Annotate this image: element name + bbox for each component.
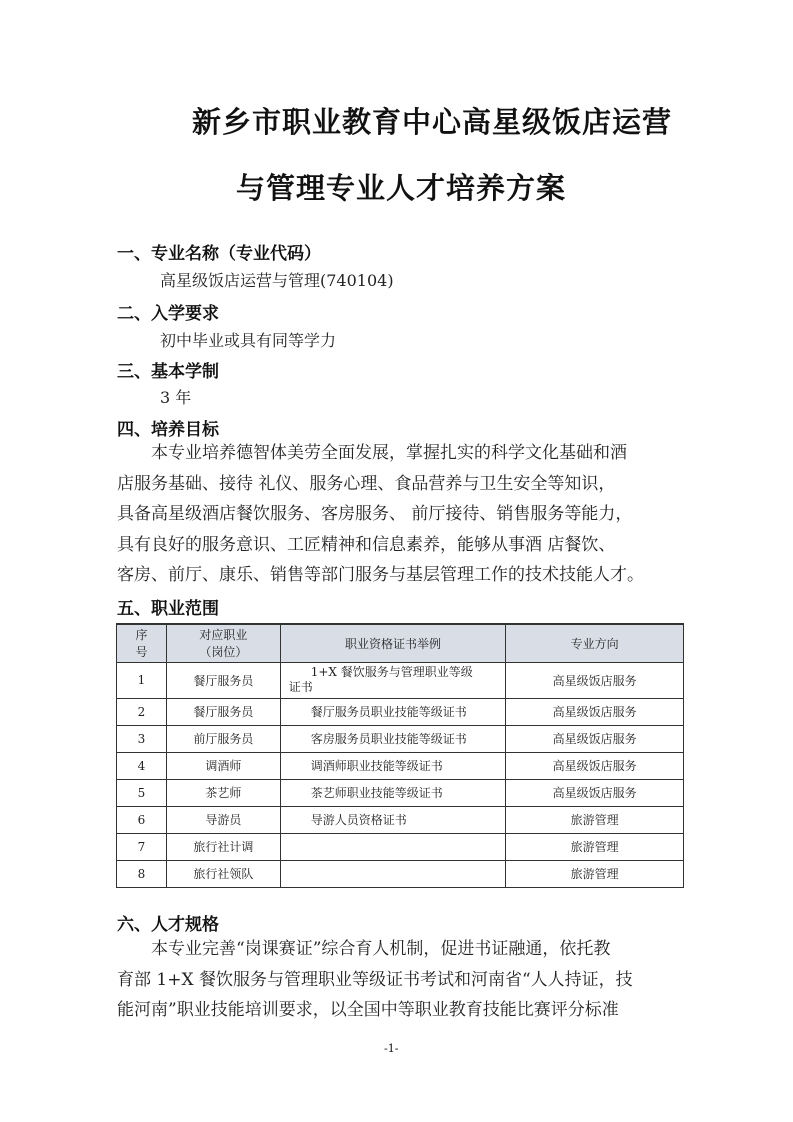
objectives-line: 店服务基础、接待 礼仪、服务心理、食品营养与卫生安全等知识，	[117, 473, 616, 494]
header-direction: 专业方向	[506, 624, 684, 662]
cell-direction: 旅游管理	[506, 833, 684, 860]
cell-cert: 调酒师职业技能等级证书	[280, 752, 506, 779]
section-heading-major-name: 一、专业名称（专业代码）	[117, 244, 321, 264]
cell-direction: 高星级饭店服务	[506, 779, 684, 806]
cell-post: 茶艺师	[166, 779, 280, 806]
section-heading-objectives: 四、培养目标	[117, 420, 219, 440]
cell-cert: 导游人员资格证书	[280, 806, 506, 833]
cell-cert: 客房服务员职业技能等级证书	[280, 725, 506, 752]
cell-cert: 1+X 餐饮服务与管理职业等级 证书	[280, 662, 506, 698]
cell-cert	[280, 860, 506, 887]
document-title-line-1: 新乡市职业教育中心高星级饭店运营	[192, 105, 673, 139]
table-row	[117, 752, 684, 779]
objectives-line: 具备高星级酒店餐饮服务、客房服务、 前厅接待、销售服务等能力，	[117, 504, 633, 525]
document-title-line-2: 与管理专业人才培养方案	[236, 171, 567, 205]
objectives-line: 客房、前厅、康乐、销售等部门服务与基层管理工作的技术技能人才。	[117, 565, 644, 586]
cell-cert: 茶艺师职业技能等级证书	[280, 779, 506, 806]
cell-post: 餐厅服务员	[166, 662, 280, 698]
objectives-line: 具有良好的服务意识、工匠精神和信息素养，能够从事酒 店餐饮、	[117, 534, 616, 555]
section-heading-admission: 二、入学要求	[117, 304, 219, 324]
cell-no: 3	[117, 725, 167, 752]
table-row	[117, 779, 684, 806]
table-row	[117, 860, 684, 887]
cell-direction: 高星级饭店服务	[506, 725, 684, 752]
cell-post: 调酒师	[166, 752, 280, 779]
cell-no: 1	[117, 662, 167, 698]
cell-post: 导游员	[166, 806, 280, 833]
talent-specs-line: 本专业完善“岗课赛证”综合育人机制，促进书证融通，依托教	[151, 939, 611, 959]
occupation-table	[116, 623, 684, 888]
header-post: 对应职业 （岗位）	[166, 624, 280, 662]
header-cert: 职业资格证书举例	[280, 624, 506, 662]
page-number: -1-	[384, 1042, 399, 1055]
cell-cert	[280, 833, 506, 860]
table-row	[117, 725, 684, 752]
table-row	[117, 833, 684, 860]
section-heading-talent-specs: 六、人才规格	[117, 915, 219, 935]
cell-direction: 高星级饭店服务	[506, 662, 684, 698]
cell-cert: 餐厅服务员职业技能等级证书	[280, 698, 506, 725]
objectives-line: 本专业培养德智体美劳全面发展，掌握扎实的科学文化基础和酒	[151, 443, 627, 463]
cell-no: 2	[117, 698, 167, 725]
cell-no: 7	[117, 833, 167, 860]
duration-text: 3 年	[160, 388, 192, 407]
cell-direction: 旅游管理	[506, 806, 684, 833]
objectives-paragraph	[117, 438, 677, 591]
header-no: 序 号	[117, 624, 167, 662]
cell-no: 8	[117, 860, 167, 887]
cell-no: 5	[117, 779, 167, 806]
table-row	[117, 662, 684, 698]
table-header-row	[117, 624, 684, 662]
cell-direction: 高星级饭店服务	[506, 698, 684, 725]
cell-no: 4	[117, 752, 167, 779]
section-heading-duration: 三、基本学制	[117, 362, 219, 382]
section-heading-occupation-scope: 五、职业范围	[117, 599, 219, 619]
cell-post: 旅行社计调	[166, 833, 280, 860]
table-row	[117, 806, 684, 833]
cell-post: 旅行社领队	[166, 860, 280, 887]
cell-post: 餐厅服务员	[166, 698, 280, 725]
talent-specs-line: 能河南”职业技能培训要求，以全国中等职业教育技能比赛评分标准	[117, 1000, 619, 1021]
cell-post: 前厅服务员	[166, 725, 280, 752]
table-row	[117, 698, 684, 725]
cell-direction: 高星级饭店服务	[506, 752, 684, 779]
cell-direction: 旅游管理	[506, 860, 684, 887]
cell-no: 6	[117, 806, 167, 833]
talent-specs-paragraph	[117, 934, 677, 1026]
major-name-text: 高星级饭店运营与管理(740104)	[160, 271, 394, 290]
talent-specs-line: 育部 1+X 餐饮服务与管理职业等级证书考试和河南省“人人持证，技	[117, 969, 633, 990]
admission-text: 初中毕业或具有同等学力	[160, 331, 337, 350]
